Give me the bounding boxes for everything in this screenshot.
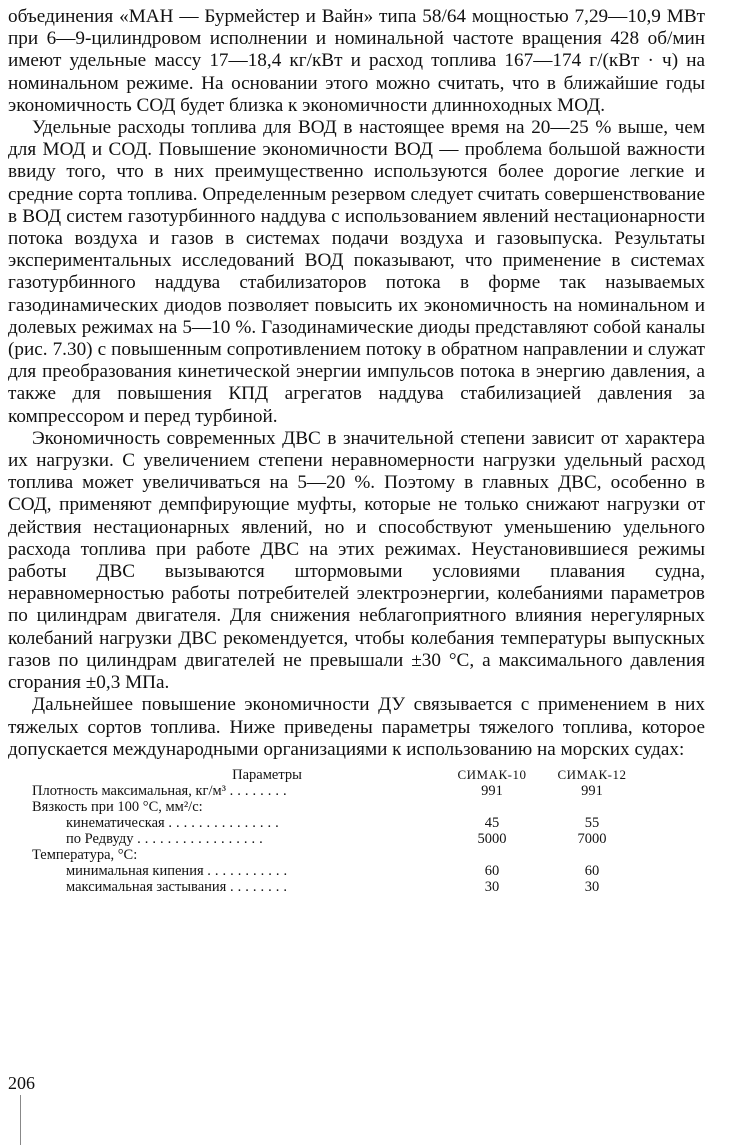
value-simac-12: 7000 (577, 830, 607, 847)
value-simac-10: 30 (484, 878, 500, 895)
value-simac-10: 60 (484, 862, 500, 879)
header-simac-10: СИМАК-10 (457, 766, 527, 782)
row-label (32, 831, 442, 847)
value-simac-10: 5000 (477, 830, 507, 847)
row-label-text: Плотность максимальная, кг/м³ (32, 782, 227, 799)
row-label-text: минимальная кипения (66, 862, 204, 879)
row-label (32, 815, 442, 831)
value-simac-12: 991 (581, 782, 603, 799)
header-parameters: Параметры (232, 766, 302, 783)
table-row (32, 863, 672, 879)
row-leader-dots: ............... (168, 814, 283, 831)
table-row (32, 847, 672, 863)
value-simac-10: 991 (481, 782, 503, 799)
row-leader-dots: ........... (207, 862, 292, 879)
paragraph-1: объединения «МАН — Бурмейстер и Вайн» типа 58/64 мощностью 7,29—10,9 МВт при 6—9-цилиндровом исполнении и номинальной частоте вращения 428 об/мин имеют удельные массу 17—18,4 кг/кВт и расход топлива 167—174 г/(кВт · ч) на номинальном режиме. На основании этого можно считать, что в ближайшие годы экономичность СОД будет близка к экономичности длиннoходных МОД. (8, 6, 705, 116)
row-label-text: кинематическая (66, 814, 165, 831)
row-label-text: максимальная застывания (66, 878, 227, 895)
table-row (32, 831, 672, 847)
row-leader-dots: ........ (229, 782, 291, 799)
paragraph-3: Экономичность современных ДВС в значительной степени зависит от характера их нагрузки. С увеличением степени неравномерности нагрузки удельный расход топлива может увеличиваться на 5—20 %. Поэтому в главных ДВС, особенно в СОД, применяют демпфирующие муфты, которые не только снижают нагрузки от действия нестационарных явлений, но и способствуют уменьшению удельного расхода топлива при работе ДВС на этих режимах. Неустановившиеся режимы работы ДВС вызываются штормовыми условиями плавания судна, неравномерностью работы потребителей электроэнергии, колебаниями параметров по цилиндрам двигателя. Для снижения неблагоприятного влияния нерегулярных колебаний нагрузки ДВС рекомендуется, чтобы колебания температуры выпускных газов по цилиндрам двигателей не превышали ±30 °С, а максимального давления сгорания ±0,3 МПа. (8, 427, 705, 694)
value-simac-12: 30 (584, 878, 600, 895)
row-label (32, 799, 442, 815)
row-leader-dots: ........ (229, 878, 291, 895)
table-row (32, 783, 672, 799)
table-row (32, 815, 672, 831)
row-label (32, 863, 442, 879)
table-row (32, 799, 672, 815)
row-leader-dots: ................. (137, 830, 267, 847)
row-label-text: по Редвуду (66, 830, 134, 847)
value-simac-12: 60 (584, 862, 600, 879)
row-label-text: Вязкость при 100 °С, мм²/с: (32, 798, 203, 815)
paragraph-2: Удельные расходы топлива для ВОД в настоящее время на 20—25 % выше, чем для МОД и СОД. Повышение экономичности ВОД — проблема большой важности ввиду того, что в них преимущественно используются более дорогие легкие и средние сорта топлива. Определенным резервом следует считать совершенствование в ВОД систем газотурбинного наддува с использованием явлений нестационарности потока воздуха и газов в системах подачи воздуха и газовыпуска. Результаты экспериментальных исследований ВОД показывают, что применение в системах газотурбинного наддува стабилизаторов потока в форме так называемых газодинамических диодов позволяет повысить их экономичность на номинальном и долевых режимах на 5—10 %. Газодинамические диоды представляют собой каналы (рис. 7.30) с повышенным сопротивлением потоку в обратном направлении и служат для преобразования кинетической энергии импульсов потока в энергию давления, а также для повышения КПД агрегатов наддува стабилизацией давления за компрессором и перед турбиной. (8, 117, 705, 427)
table-body (32, 783, 672, 895)
margin-line (20, 1095, 21, 1145)
table-row (32, 879, 672, 895)
header-simac-12: СИМАК-12 (557, 766, 627, 782)
row-label (32, 783, 442, 799)
value-simac-10: 45 (484, 814, 500, 831)
row-label (32, 847, 442, 863)
row-label (32, 879, 442, 895)
paragraph-4: Дальнейшее повышение экономичности ДУ связывается с применением в них тяжелых сортов топлива. Ниже приведены параметры тяжелого топлива, которое допускается международными организациями к использованию на морских судах: (8, 694, 705, 760)
fuel-parameters-table (32, 767, 672, 895)
row-label-text: Температура, °С: (32, 846, 138, 863)
page-number: 206 (8, 1073, 35, 1093)
value-simac-12: 55 (584, 814, 600, 831)
table-header-row (32, 767, 672, 783)
